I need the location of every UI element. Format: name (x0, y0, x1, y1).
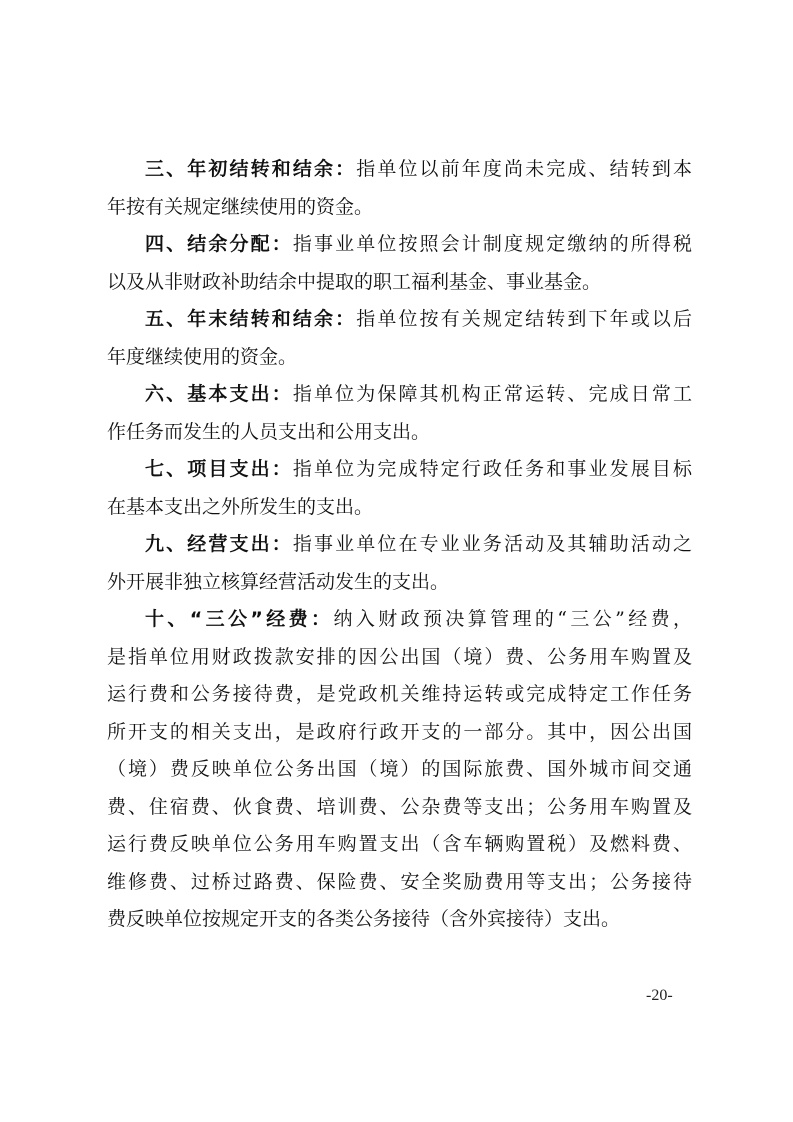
paragraph-term: 三、年初结转和结余： (145, 158, 357, 180)
paragraph-term: 九、经营支出： (145, 533, 293, 555)
paragraph-three-public-expenses (107, 601, 692, 939)
paragraph-text: 纳入财政预决算管理的“三公”经费， (333, 608, 692, 630)
paragraph-text: 指单位以前年度尚未完成、结转到本 (356, 158, 692, 180)
paragraph-basic-expenditure (107, 376, 692, 451)
paragraph-text: 指事业单位在专业业务活动及其辅助活动之 (292, 533, 692, 555)
paragraph-project-expenditure (107, 451, 692, 526)
paragraph-line (107, 151, 692, 189)
paragraph-line: 费、住宿费、伙食费、培训费、公杂费等支出；公务用车购置及 (107, 795, 692, 818)
paragraph-surplus-distribution (107, 226, 692, 301)
paragraph-line: 运行费反映单位公务用车购置支出（含车辆购置税）及燃料费、 (107, 833, 692, 855)
paragraph-term: 五、年末结转和结余： (145, 308, 357, 330)
paragraph-operating-expenditure (107, 526, 692, 601)
paragraph-line: 费反映单位按规定开支的各类公务接待（含外宾接待）支出。 (107, 908, 621, 930)
paragraph-term: 七、项目支出： (145, 458, 293, 480)
paragraph-text: 指单位为完成特定行政任务和事业发展目标 (292, 458, 692, 480)
paragraph-term: 六、基本支出： (145, 383, 293, 405)
paragraph-text: 指事业单位按照会计制度规定缴纳的所得税 (292, 233, 692, 255)
document-body (107, 151, 692, 939)
paragraph-line: 是指单位用财政拨款安排的因公出国（境）费、公务用车购置及 (107, 645, 692, 668)
paragraph-carryover-beginning (107, 151, 692, 226)
paragraph-line (107, 601, 692, 639)
paragraph-line: 年度继续使用的资金。 (107, 345, 298, 368)
paragraph-line (107, 526, 692, 564)
paragraph-line: 维修费、过桥过路费、保险费、安全奖励费用等支出；公务接待 (107, 870, 692, 893)
paragraph-line: （境）费反映单位公务出国（境）的国际旅费、国外城市间交通 (107, 758, 692, 780)
paragraph-carryover-end (107, 301, 692, 376)
paragraph-text: 指单位按有关规定结转到下年或以后 (356, 308, 692, 330)
paragraph-line: 外开展非独立核算经营活动发生的支出。 (107, 570, 450, 593)
page-number: -20- (646, 987, 673, 1004)
paragraph-term: 四、结余分配： (145, 233, 293, 255)
paragraph-line (107, 376, 692, 414)
paragraph-line: 年按有关规定继续使用的资金。 (107, 195, 374, 218)
paragraph-line (107, 451, 692, 489)
paragraph-line: 在基本支出之外所发生的支出。 (107, 495, 374, 518)
paragraph-line (107, 226, 692, 264)
paragraph-line (107, 301, 692, 339)
paragraph-line: 所开支的相关支出，是政府行政开支的一部分。其中，因公出国 (107, 720, 692, 743)
paragraph-line: 作任务而发生的人员支出和公用支出。 (107, 420, 431, 443)
paragraph-line: 以及从非财政补助结余中提取的职工福利基金、事业基金。 (107, 270, 602, 293)
paragraph-text: 指单位为保障其机构正常运转、完成日常工 (292, 383, 692, 405)
paragraph-term: 十、“三公”经费： (145, 608, 334, 630)
paragraph-line: 运行费和公务接待费，是党政机关维持运转或完成特定工作任务 (107, 683, 692, 705)
